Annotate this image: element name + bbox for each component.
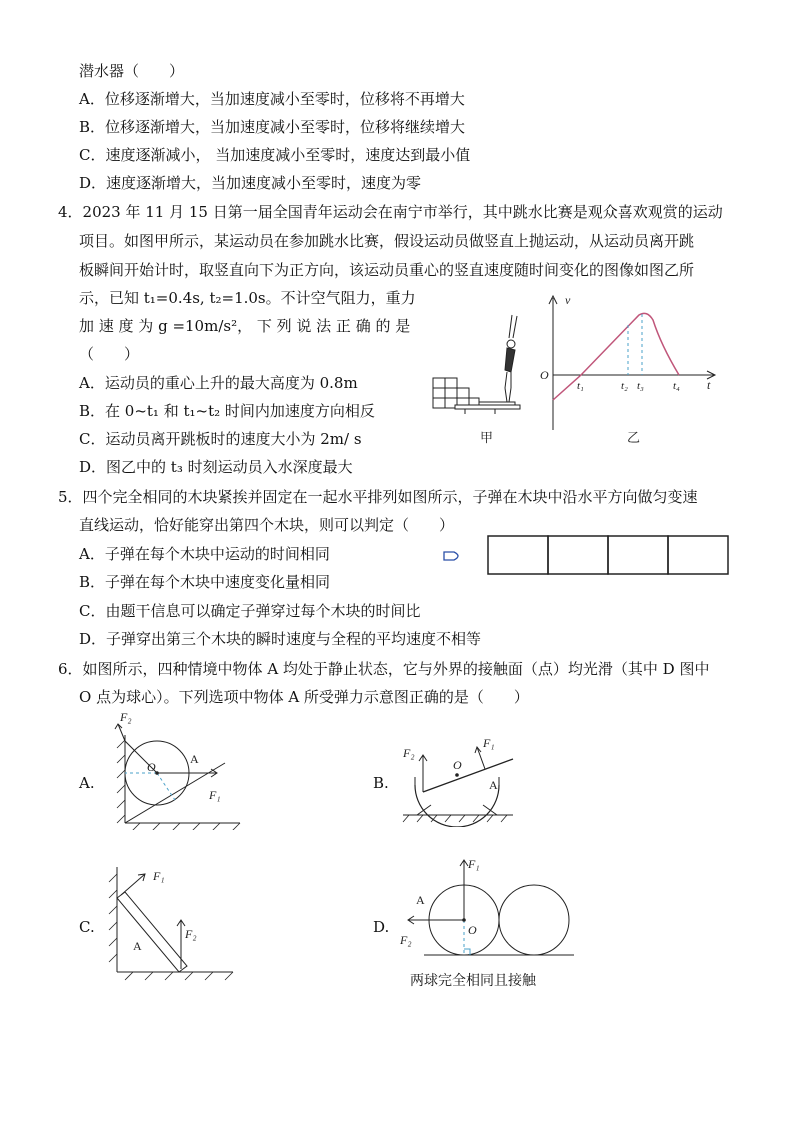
q4-option-d: D．图乙中的 t₃ 时刻运动员入水深度最大 — [79, 458, 353, 476]
fig-b — [395, 735, 520, 827]
fig-c-f2: F₂ — [185, 927, 197, 941]
q3-option-c: C．速度逐渐减小， 当加速度减小至零时，速度达到最小值 — [79, 146, 471, 164]
fig-a-f1: F₁ — [209, 788, 221, 802]
fig-b-f2: F₂ — [403, 746, 415, 760]
fig-c — [105, 862, 240, 982]
tick-t2: t₂ — [621, 380, 628, 392]
diver-figure — [425, 310, 535, 460]
fig-a — [105, 705, 250, 830]
fig-d-o: O — [468, 923, 477, 937]
q6-label-a: A. — [79, 774, 95, 792]
fig-yi-label: 乙 — [627, 430, 641, 445]
bullet-blocks-figure — [440, 532, 735, 580]
q6-stem-1: 6．如图所示，四种情境中物体 A 均处于静止状态，它与外界的接触面（点）均光滑（其中 D 图中 — [58, 660, 710, 678]
block-4 — [668, 536, 728, 574]
q4-stem-6: （ ） — [79, 345, 140, 363]
fig-b-a: A — [489, 778, 498, 792]
fig-d-f1: F₁ — [468, 857, 480, 871]
q4-option-c: C．运动员离开跳板时的速度大小为 2m/ s — [79, 430, 362, 448]
fig-b-f1: F₁ — [483, 736, 495, 750]
q4-option-a: A．运动员的重心上升的最大高度为 0.8m — [79, 374, 358, 392]
fig-a-o: O — [147, 760, 156, 774]
vt-graph — [535, 290, 725, 450]
fig-a-a: A — [190, 752, 199, 766]
q5-option-a: A．子弹在每个木块中运动的时间相同 — [79, 545, 330, 563]
fig-b-o: O — [453, 758, 462, 772]
q4-stem-3: 板瞬间开始计时，取竖直向下为正方向，该运动员重心的竖直速度随时间变化的图像如图乙所 — [79, 261, 695, 279]
bullet-icon — [444, 552, 458, 560]
tick-t1: t₁ — [577, 380, 584, 392]
q3-tail: 潜水器（ ） — [79, 62, 185, 80]
fig-d-a: A — [416, 893, 425, 907]
tick-t4: t₄ — [673, 380, 680, 392]
axis-t-label: t — [707, 378, 711, 392]
q6-stem-2: O 点为球心）。下列选项中物体 A 所受弹力示意图正确的是（ ） — [79, 688, 529, 706]
block-2 — [548, 536, 608, 574]
q5-option-b: B．子弹在每个木块中速度变化量相同 — [79, 573, 331, 591]
q4-stem-5: 加 速 度 为 g =10m/s²， 下 列 说 法 正 确 的 是 — [79, 317, 411, 335]
fig-d-f2: F₂ — [400, 933, 412, 947]
q6-label-d: D. — [373, 918, 390, 936]
q5-stem-2: 直线运动，恰好能穿出第四个木块，则可以判定（ ） — [79, 516, 455, 534]
q5-option-c: C．由题干信息可以确定子弹穿过每个木块的时间比 — [79, 602, 421, 620]
q4-option-b: B．在 0~t₁ 和 t₁~t₂ 时间内加速度方向相反 — [79, 402, 375, 420]
block-3 — [608, 536, 668, 574]
fig-a-f2: F₂ — [120, 710, 132, 724]
q5-option-d: D．子弹穿出第三个木块的瞬时速度与全程的平均速度不相等 — [79, 630, 482, 648]
fig-c-f1: F₁ — [153, 869, 165, 883]
block-1 — [488, 536, 548, 574]
q3-option-b: B．位移逐渐增大，当加速度减小至零时，位移将继续增大 — [79, 118, 466, 136]
q6-label-b: B. — [373, 774, 389, 792]
fig-jia-label: 甲 — [480, 430, 494, 445]
q5-stem-1: 5．四个完全相同的木块紧挨并固定在一起水平排列如图所示，子弹在木块中沿水平方向做匀变速 — [58, 488, 698, 506]
q3-option-d: D．速度逐渐增大，当加速度减小至零时，速度为零 — [79, 174, 422, 192]
fig-c-a: A — [133, 939, 142, 953]
q4-stem-1: 4．2023 年 11 月 15 日第一届全国青年运动会在南宁市举行，其中跳水比赛是观众喜欢观赏的运动 — [58, 203, 723, 221]
q4-stem-4: 示，已知 t₁=0.4s, t₂=1.0s。不计空气阻力，重力 — [79, 289, 416, 307]
q3-option-a: A．位移逐渐增大，当加速度减小至零时，位移将不再增大 — [79, 90, 465, 108]
fig-d-caption: 两球完全相同且接触 — [410, 973, 536, 989]
q6-label-c: C. — [79, 918, 95, 936]
axis-v-label: v — [565, 293, 571, 307]
q4-stem-2: 项目。如图甲所示，某运动员在参加跳水比赛，假设运动员做竖直上抛运动，从运动员离开跳 — [79, 232, 695, 250]
fig-d — [396, 852, 576, 962]
origin-label: O — [540, 368, 549, 382]
tick-t3: t₃ — [637, 380, 644, 392]
